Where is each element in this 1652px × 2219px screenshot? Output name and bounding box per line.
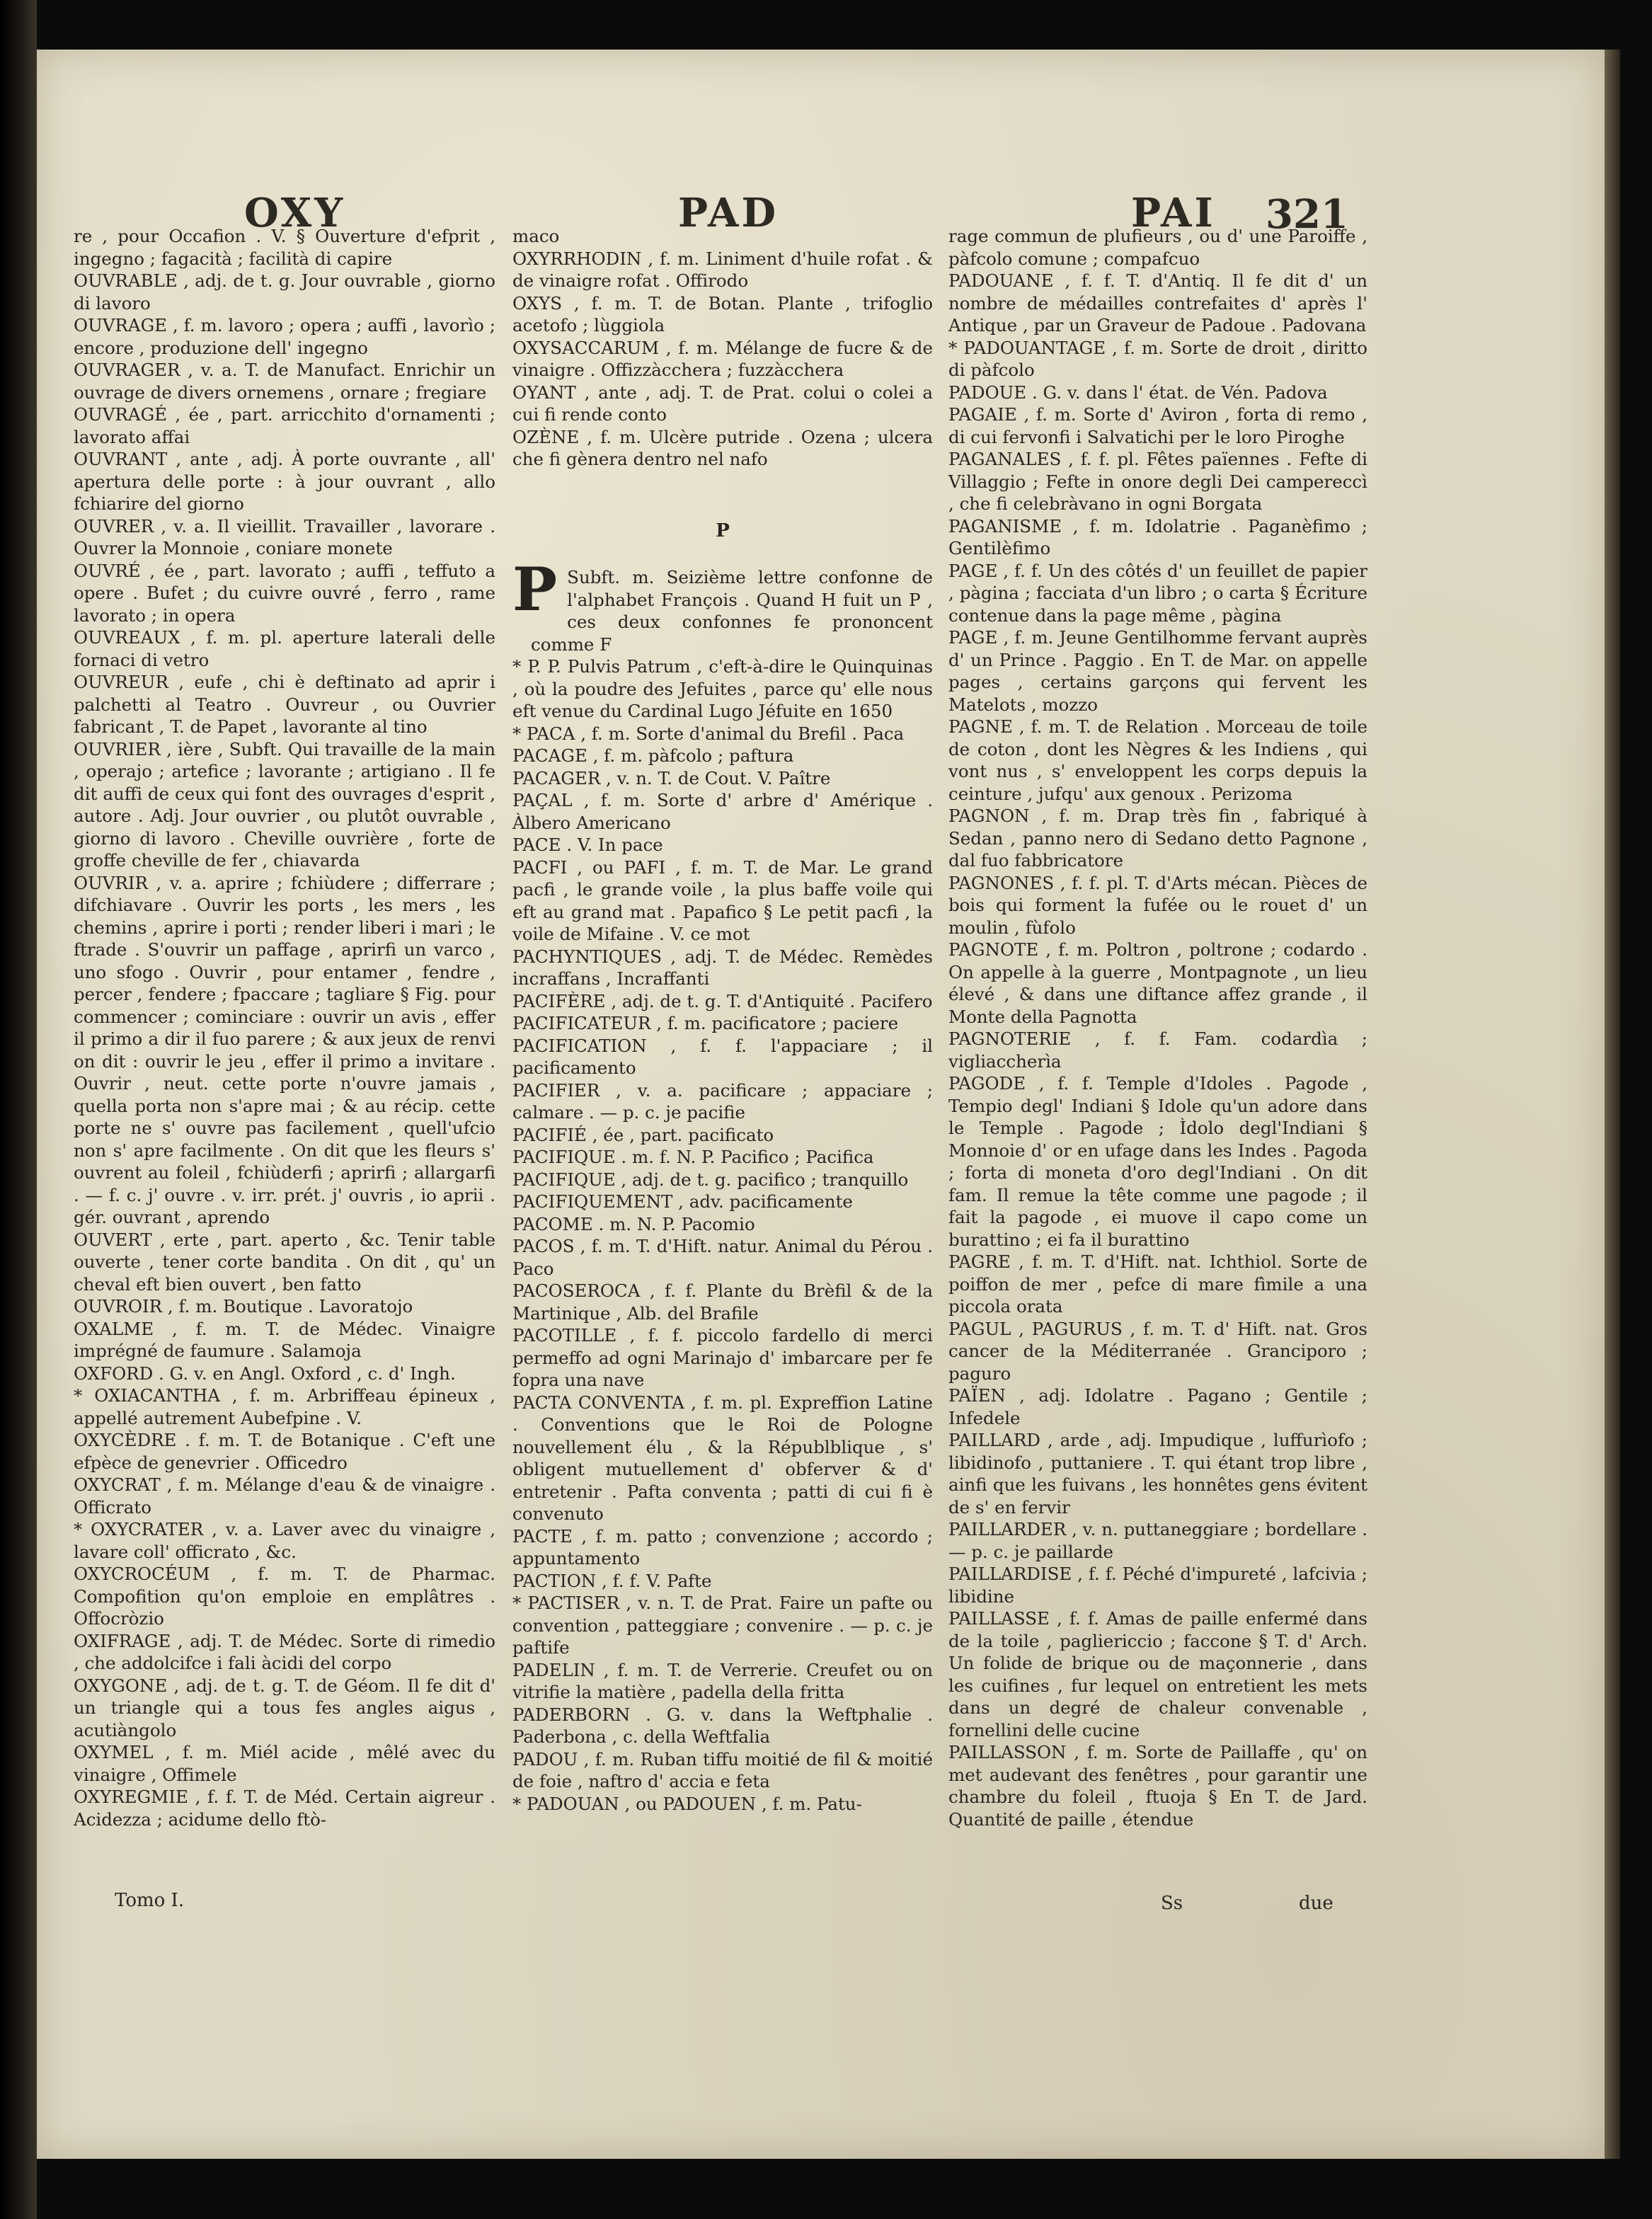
dictionary-entry: OXIFRAGE , adj. T. de Médec. Sorte di rimedio , che addolcifce i fali àcidi del corpo: [74, 1630, 495, 1673]
dictionary-entry: re , pour Occafion . V. § Ouverture d'efprit , ingegno ; fagacità ; facilità di capire: [74, 226, 495, 269]
dictionary-entry: OUVERT , erte , part. aperto , &c. Tenir table ouverte , tener corte bandita . On dit , qu' un cheval eft bien ouvert , ben fatto: [74, 1229, 495, 1295]
dictionary-entry: OZÈNE , f. m. Ulcère putride . Ozena ; ulcera che fi gènera dentro nel nafo: [512, 426, 933, 469]
catchword: due: [1299, 1893, 1333, 1914]
dictionary-entry: PAGANISME , f. m. Idolatrie . Paganèfimo ; Gentilèfimo: [948, 515, 1367, 558]
dictionary-entry: PACAGER , v. n. T. de Cout. V. Paître: [512, 767, 831, 789]
dictionary-entry: * PADOUANTAGE , f. m. Sorte de droit , diritto di pàfcolo: [948, 337, 1367, 380]
dictionary-entry: PACTION , f. f. V. Pafte: [512, 1570, 712, 1591]
dictionary-entry: PADOUANE , f. f. T. d'Antiq. Il fe dit d' un nombre de médailles contrefaites d' après l' Antique , par un Graveur de Padoue . Padovana: [948, 270, 1367, 336]
dictionary-entry: PACIFIQUE , adj. de t. g. pacifico ; tranquillo: [512, 1169, 909, 1190]
letter-intro-text: Subft. m. Seizième lettre confonne de l'alphabet François . Quand H fuit un P , ces deux confonnes fe prononcent comme F: [531, 567, 933, 655]
dictionary-entry: PACIFICATEUR , f. m. pacificatore ; paciere: [512, 1013, 899, 1033]
dictionary-entry: PACIFIER , v. a. pacificare ; appaciare ; calmare . — p. c. je pacifie: [512, 1079, 933, 1123]
dictionary-entry: OUVRER , v. a. Il vieillit. Travailler , lavorare . Ouvrer la Monnoie , coniare monete: [74, 515, 495, 558]
dictionary-entry: PAGANALES , f. f. pl. Fêtes païennes . Fefte di Villaggio ; Fefte in onore degli Dei campereccì , che fi celebràvano in ogni Borgata: [948, 449, 1367, 514]
sheet-mark: Ss: [1161, 1893, 1183, 1914]
running-head-left: OXY: [244, 190, 346, 236]
dictionary-entry: OUVROIR , f. m. Boutique . Lavoratojo: [74, 1296, 413, 1317]
dictionary-entry: * P. P. Pulvis Patrum , c'eft-à-dire le Quinquinas , où la poudre des Jefuites , parce qu' elle nous eft venue du Cardinal Lugo Jéfuite en 1650: [512, 656, 933, 721]
column-left: [74, 225, 495, 1830]
dictionary-entry: OUVRANT , ante , adj. À porte ouvrante , all' apertura delle porte : à jour ouvrant , allo fchiarire del giorno: [74, 449, 495, 514]
dictionary-entry: PAGNOTERIE , f. f. Fam. codardìa ; vigliaccherìa: [948, 1028, 1367, 1072]
dictionary-entry: OUVRÉ , ée , part. lavorato ; auffi , teffuto a opere . Bufet ; du cuivre ouvré , ferro , rame lavorato ; in opera: [74, 560, 495, 626]
dictionary-entry: OXYCRAT , f. m. Mélange d'eau & de vinaigre . Officrato: [74, 1474, 495, 1518]
dictionary-entry: OXYS , f. m. T. de Botan. Plante , trifoglio acetofo ; lùggiola: [512, 292, 933, 336]
volume-signature: Tomo I.: [115, 1890, 185, 1911]
dictionary-entry: PADOU , f. m. Ruban tiffu moitié de fil & moitié de foie , naftro d' accia e feta: [512, 1748, 933, 1791]
dictionary-entry: rage commun de plufieurs , ou d' une Paroiffe , pàfcolo comune ; compafcuo: [948, 226, 1367, 269]
dictionary-entry: PADELIN , f. m. T. de Verrerie. Creufet ou on vitrifie la matière , padella della fritta: [512, 1659, 933, 1702]
dictionary-entry: OXYCROCÉUM , f. m. T. de Pharmac. Compofition qu'on emploie en emplâtres . Offocròzio: [74, 1564, 495, 1629]
dictionary-entry: PAILLARD , arde , adj. Impudique , luffurìofo ; libidinofo , puttaniere . T. qui étant trop libre , ainfi que les fuivans , les honnêtes gens évitent de s' en fervir: [948, 1430, 1367, 1518]
dictionary-entry: * OXIACANTHA , f. m. Arbriffeau épineux , appellé autrement Aubefpine . V.: [74, 1385, 495, 1428]
dictionary-entry: PACIFÈRE , adj. de t. g. T. d'Antiquité . Pacifero: [512, 990, 933, 1011]
dictionary-entry: PACOTILLE , f. f. piccolo fardello di merci permeffo ad ogni Marinajo d' imbarcare per fe fopra una nave: [512, 1325, 933, 1390]
column-middle-top: [512, 225, 933, 471]
dictionary-entry: PACOSEROCA , f. f. Plante du Brèfil & de la Martinique , Alb. del Brafile: [512, 1280, 933, 1324]
dictionary-entry: PAGODE , f. f. Temple d'Idoles . Pagode , Tempio degl' Indiani § Idole qu'un adore dans le Temple . Pagode ; Ìdolo degl'Indiani § Monnoie d' or en ufage dans les Indes . Pagoda ; forta di moneta d'oro degl'Indiani . On dit fam. Il remue la tête comme une pagode ; il fait la pagode , ei muove il capo come un burattino ; ei fa il burattino: [948, 1073, 1367, 1250]
dictionary-entry: OXYSACCARUM , f. m. Mélange de fucre & de vinaigre . Offizzàcchera ; fuzzàcchera: [512, 337, 933, 380]
dictionary-entry: PACOME . m. N. P. Pacomio: [512, 1213, 755, 1234]
dictionary-entry: PACIFICATION , f. f. l'appaciare ; il pacificamento: [512, 1035, 933, 1078]
dictionary-entry: * OXYCRATER , v. a. Laver avec du vinaigre , lavare coll' officrato , &c.: [74, 1519, 495, 1562]
section-letter: P: [716, 520, 730, 541]
dictionary-entry: OXYMEL , f. m. Miél acide , mêlé avec du vinaigre , Offimele: [74, 1742, 495, 1785]
drop-cap: P: [512, 554, 558, 624]
dictionary-entry: PAGNOTE , f. m. Poltron , poltrone ; codardo . On appelle à la guerre , Montpagnote , un lieu élevé , & dans une diftance affez grande , il Monte della Pagnotta: [948, 939, 1367, 1027]
column-right: [948, 225, 1367, 1830]
dictionary-entry: PACHYNTIQUES , adj. T. de Médec. Remèdes incraffans , Incraffanti: [512, 946, 933, 989]
dictionary-entry: PAGNONES , f. f. pl. T. d'Arts mécan. Pièces de bois qui forment la fufée ou le rouet d' un moulin , fùfolo: [948, 872, 1367, 938]
dictionary-entry: PACE . V. In pace: [512, 835, 663, 855]
dictionary-entry: maco: [512, 226, 560, 246]
dictionary-entry: * PADOUAN , ou PADOUEN , f. m. Patu-: [512, 1793, 862, 1814]
column-middle: [512, 225, 933, 1815]
dictionary-entry: OUVRAGÉ , ée , part. arricchito d'ornamenti ; lavorato affai: [74, 404, 495, 447]
dictionary-entry: OXYRRHODIN , f. m. Liniment d'huile rofat . & de vinaigre rofat . Offirodo: [512, 248, 933, 291]
dictionary-entry: OUVRAGE , f. m. lavoro ; opera ; auffi , lavorìo ; encore , produzione dell' ingegno: [74, 315, 495, 358]
letter-intro-entry: [512, 554, 933, 655]
dictionary-entry: OUVREUR , eufe , chi è deftinato ad aprir i palchetti al Teatro . Ouvreur , ou Ouvrier fabricant , T. de Papet , lavorante al tino: [74, 672, 495, 737]
dictionary-entry: OXYCÈDRE . f. m. T. de Botanique . C'eft une efpèce de genevrier . Officedro: [74, 1430, 495, 1473]
dictionary-entry: PACAGE , f. m. pàfcolo ; paftura: [512, 745, 794, 766]
dictionary-entry: PAGUL , PAGURUS , f. m. T. d' Hift. nat. Gros cancer de la Méditerranée . Granciporo ; paguro: [948, 1318, 1367, 1384]
dictionary-entry: OXALME , f. m. T. de Médec. Vinaigre imprégné de faumure . Salamoja: [74, 1318, 495, 1361]
dictionary-entry: PAGNE , f. m. T. de Relation . Morceau de toile de coton , dont les Nègres & les Indiens , qui vont nus , s' enveloppent les corps depuis la ceinture , jufqu' aux genoux . Perizoma: [948, 716, 1367, 804]
dictionary-entry: * PACA , f. m. Sorte d'animal du Brefil . Paca: [512, 723, 905, 744]
dictionary-entry: OUVREAUX , f. m. pl. aperture laterali delle fornaci di vetro: [74, 627, 495, 670]
dictionary-entry: PAGRE , f. m. T. d'Hift. nat. Ichthiol. Sorte de poiffon de mer , pefce di mare fìmile a una piccola orata: [948, 1251, 1367, 1317]
dictionary-entry: * PACTISER , v. n. T. de Prat. Faire un pafte ou convention , patteggiare ; convenire . — p. c. je paftife: [512, 1593, 933, 1658]
scan-edge-left: [0, 0, 37, 2219]
dictionary-entry: OXYREGMIE , f. f. T. de Méd. Certain aigreur . Acidezza ; acidume dello ftò-: [74, 1787, 495, 1830]
running-head-middle: PAD: [678, 190, 779, 236]
dictionary-entry: OUVRIR , v. a. aprire ; fchiùdere ; differrare ; difchiavare . Ouvrir les ports , les mers , les chemins , aprire i porti ; render liberi i mari ; le ftrade . S'ouvrir un paffage , aprirfi un varco , uno sfogo . Ouvrir , pour entamer , fendre , percer , fendere ; fpaccare ; tagliare § Fig. pour commencer ; cominciare : ouvrir un avis , effer il primo a dir il fuo parere ; & aux jeux de renvi on dit : ouvrir le jeu , effer il primo a invitare . Ouvrir , neut. cette porte n'ouvre jamais , quella porta non s'apre mai ; & au récip. cette porte ne s' ouvre pas facilement , quell'ufcio non s' apre facilmente . On dit que les fleurs s' ouvrent au foleil , fchiùderfi ; aprirfi ; allargarfi . — f. c. j' ouvre . v. irr. prét. j' ouvris , io aprii . gér. ouvrant , aprendo: [74, 872, 495, 1227]
column-middle-bottom: [512, 655, 933, 1815]
dictionary-entry: PACTA CONVENTA , f. m. pl. Expreffion Latine . Conventions que le Roi de Pologne nouvellement élu , & la Républblique , s' obligent mutuellement d' obferver & d' entretenir . Pafta conventa ; patti di cui fi è convenuto: [512, 1392, 933, 1524]
dictionary-entry: PAÏEN , adj. Idolatre . Pagano ; Gentile ; Infedele: [948, 1385, 1367, 1428]
running-head-right: PAI: [1131, 190, 1216, 236]
dictionary-entry: PADERBORN . G. v. dans la Weftphalie . Paderbona , c. della Weftfalia: [512, 1704, 933, 1747]
dictionary-entry: PAILLARDISE , f. f. Péché d'impureté , lafcivia ; libidine: [948, 1564, 1367, 1607]
dictionary-entry: PAGE , f. m. Jeune Gentilhomme fervant auprès d' un Prince . Paggio . En T. de Mar. on appelle pages , certains garçons qui fervent les Matelots , mozzo: [948, 627, 1367, 715]
dictionary-entry: PACIFIÉ , ée , part. pacificato: [512, 1124, 774, 1145]
dictionary-entry: PAÇAL , f. m. Sorte d' arbre d' Amérique . Àlbero Americano: [512, 790, 933, 833]
dictionary-entry: PAILLASSON , f. m. Sorte de Paillaffe , qu' on met audevant des fenêtres , pour garantir une chambre du foleil , ftuoja § En T. de Jard. Quantité de paille , étendue: [948, 1742, 1367, 1830]
dictionary-entry: PACOS , f. m. T. d'Hift. natur. Animal du Pérou . Paco: [512, 1236, 933, 1279]
dictionary-entry: PAGE , f. f. Un des côtés d' un feuillet de papier , pàgina ; facciata d'un libro ; o carta § Écriture contenue dans la page même , pàgina: [948, 560, 1367, 626]
dictionary-entry: OUVRABLE , adj. de t. g. Jour ouvrable , giorno di lavoro: [74, 270, 495, 314]
dictionary-entry: PAGNON , f. m. Drap très fin , fabriqué à Sedan , panno nero di Sedano detto Pagnone , dal fuo fabbricatore: [948, 805, 1367, 871]
dictionary-entry: PACIFIQUE . m. f. N. P. Pacifico ; Pacifica: [512, 1147, 874, 1167]
dictionary-entry: PAILLARDER , v. n. puttaneggiare ; bordellare . — p. c. je paillarde: [948, 1519, 1367, 1562]
dictionary-entry: OUVRAGER , v. a. T. de Manufact. Enrichir un ouvrage de divers ornemens , ornare ; fregiare: [74, 360, 495, 403]
page-number: 321: [1266, 191, 1348, 238]
dictionary-entry: PACTE , f. m. patto ; convenzione ; accordo ; appuntamento: [512, 1525, 933, 1569]
dictionary-entry: PAGAIE , f. m. Sorte d' Aviron , forta di remo , di cui fervonfi i Salvatichi per le loro Piroghe: [948, 404, 1367, 447]
dictionary-entry: OYANT , ante , adj. T. de Prat. colui o colei a cui fi rende conto: [512, 382, 933, 425]
dictionary-entry: OXYGONE , adj. de t. g. T. de Géom. Il fe dit d' un triangle qui a tous fes angles aigus , acutiàngolo: [74, 1675, 495, 1741]
dictionary-entry: PACIFIQUEMENT , adv. pacificamente: [512, 1191, 853, 1212]
dictionary-entry: PAILLASSE , f. f. Amas de paille enfermé dans de la toile , pagliericcio ; faccone § T. d' Arch. Un folide de brique ou de maçonnerie , dans les cuifines , fur lequel on entretient les mets dans un degré de chaleur convenable , fornellini delle cucine: [948, 1608, 1367, 1741]
dictionary-entry: PACFI , ou PAFI , f. m. T. de Mar. Le grand pacfi , le grande voile , la plus baffe voile qui eft au grand mat . Papafico § Le petit pacfi , la voile de Mifaine . V. ce mot: [512, 856, 933, 944]
dictionary-entry: OXFORD . G. v. en Angl. Oxford , c. d' Ingh.: [74, 1363, 456, 1384]
scan-edge-right: [1605, 50, 1620, 2159]
dictionary-entry: PADOUE . G. v. dans l' état. de Vén. Padova: [948, 382, 1328, 403]
dictionary-entry: OUVRIER , ière , Subft. Qui travaille de la main , operajo ; artefice ; lavorante ; artigiano . Il fe dit auffi de ceux qui font des ouvrages d'esprit , autore . Adj. Jour ouvrier , ou plutôt ouvrable , giorno di lavoro . Cheville ouvrière , forte de groffe cheville de fer , chiavarda: [74, 738, 495, 871]
